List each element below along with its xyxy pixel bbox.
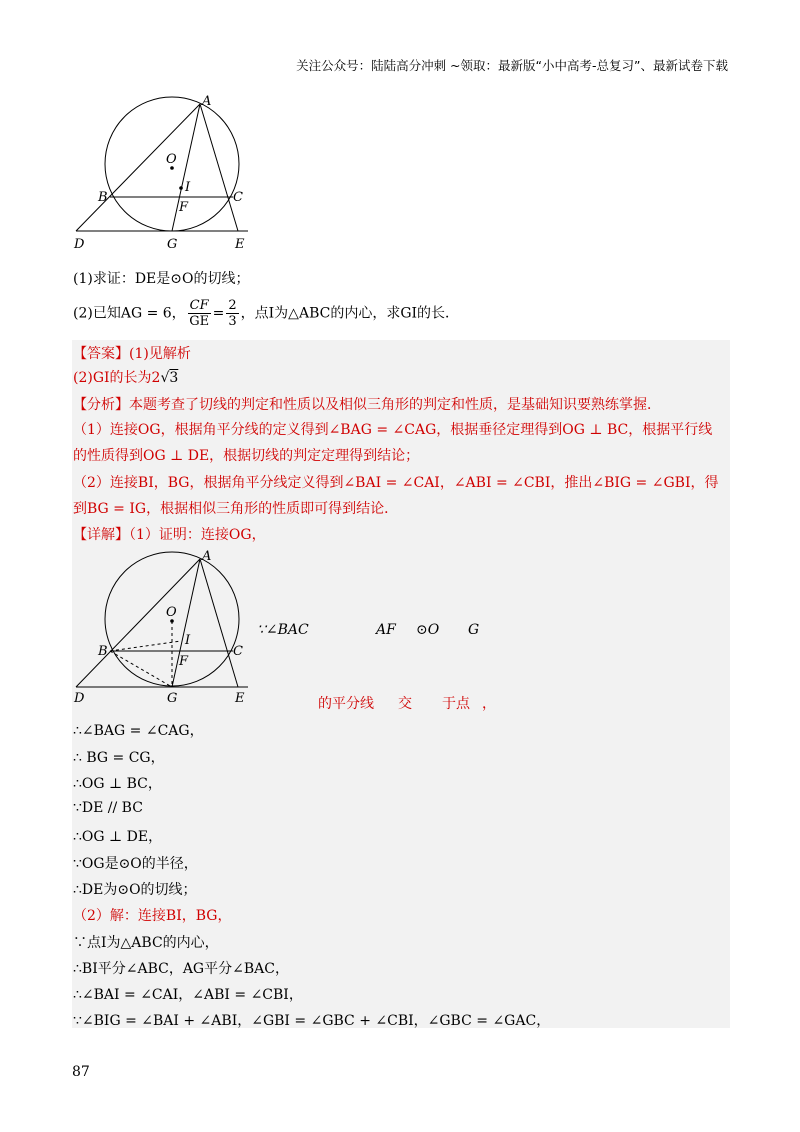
label-f: F [179,200,189,215]
side-af: AF [376,622,396,638]
side-red-bisector: 的平分线 [318,696,374,712]
label-c: C [233,190,243,205]
label-i: I [185,633,191,648]
detail-1: 【详解】（1）证明：连接OG， [73,527,266,543]
page-header: 关注公众号：陆陆高分冲刺 ~领取：最新版“小中高考-总复习”、最新试卷下载 [296,58,728,73]
side-red-intersect: 交 [398,696,412,712]
analysis-4: （2）连接BI，BG，根据角平分线定义得到∠BAI = ∠CAI，∠ABI = ∠CBI，推出∠BIG = ∠GBI，得 [73,475,719,491]
label-f: F [179,654,189,669]
line-ae [200,559,238,687]
proof-line-7: ∴DE为⊙O的切线； [73,882,197,898]
proof-line-5: ∴OG ⊥ DE， [73,829,163,845]
analysis-3: 的性质得到OG ⊥ DE，根据切线的判定定理得到结论； [73,448,420,464]
label-g: G [167,237,178,252]
label-d: D [74,691,85,706]
proof-line-11: ∴∠BAI = ∠CAI，∠ABI = ∠CBI， [73,987,303,1003]
label-b: B [98,644,108,659]
label-c: C [233,644,243,659]
fraction-cf-ge: $\frac{CF}{GE}$ [189,298,210,329]
proof-line-1: ∴∠BAG = ∠CAG， [73,723,204,739]
proof-line-2: ∴ BG = CG， [73,750,165,766]
dashed-bg [110,651,172,687]
analysis-2: （1）连接OG，根据角平分线的定义得到∠BAG = ∠CAG，根据垂径定理得到OG ⊥ BC，根据平行线 [73,422,713,438]
answer-tag: 【答案】(1)见解析 [73,346,191,362]
label-o: O [166,605,177,620]
label-e: E [235,237,245,252]
label-a: A [202,549,212,564]
page-number: 87 [72,1064,90,1080]
answer-2: (2)GI的长为2√3 [73,370,179,386]
side-red-at-point: 于点 [442,696,470,712]
question-2: (2)已知AG = 6， $\frac{CF}{GE}$ = $\frac{2}{3}$ ，点I为△ABC的内心，求GI的长． [73,298,460,329]
label-g: G [167,691,178,706]
proof-line-6: ∵OG是⊙O的半径， [73,856,198,872]
proof-line-9: ∵点I为△ABC的内心， [73,935,219,951]
label-d: D [74,237,85,252]
proof-line-8: （2）解：连接BI，BG， [73,908,232,924]
question-1: (1)求证：DE是⊙O的切线； [73,271,250,287]
side-circle-o: ⊙O [416,622,440,638]
proof-line-12: ∵∠BIG = ∠BAI + ∠ABI，∠GBI = ∠GBC + ∠CBI，∠GBC = ∠GAC， [73,1013,551,1029]
label-i: I [185,180,191,195]
label-o: O [166,152,177,167]
label-a: A [202,94,212,109]
analysis-5: 到BG = IG，根据相似三角形的性质即可得到结论． [73,501,399,517]
fraction-2-3: $\frac{2}{3}$ [228,298,237,329]
proof-line-10: ∴BI平分∠ABC，AG平分∠BAC， [73,961,289,977]
side-g: G [468,622,480,638]
side-red-comma: ， [482,696,496,712]
proof-line-3: ∴OG ⊥ BC， [73,776,162,792]
side-because-bac: ∵∠BAC [257,622,309,638]
dashed-bi [110,641,181,651]
geometry-figure-detail [70,548,260,708]
geometry-figure-top [70,92,260,254]
analysis-1: 【分析】本题考查了切线的判定和性质以及相似三角形的判定和性质，是基础知识要熟练掌握． [73,397,661,413]
label-e: E [235,691,245,706]
point-i [179,186,183,190]
label-b: B [98,190,108,205]
proof-line-4: ∵DE // BC [73,800,143,816]
